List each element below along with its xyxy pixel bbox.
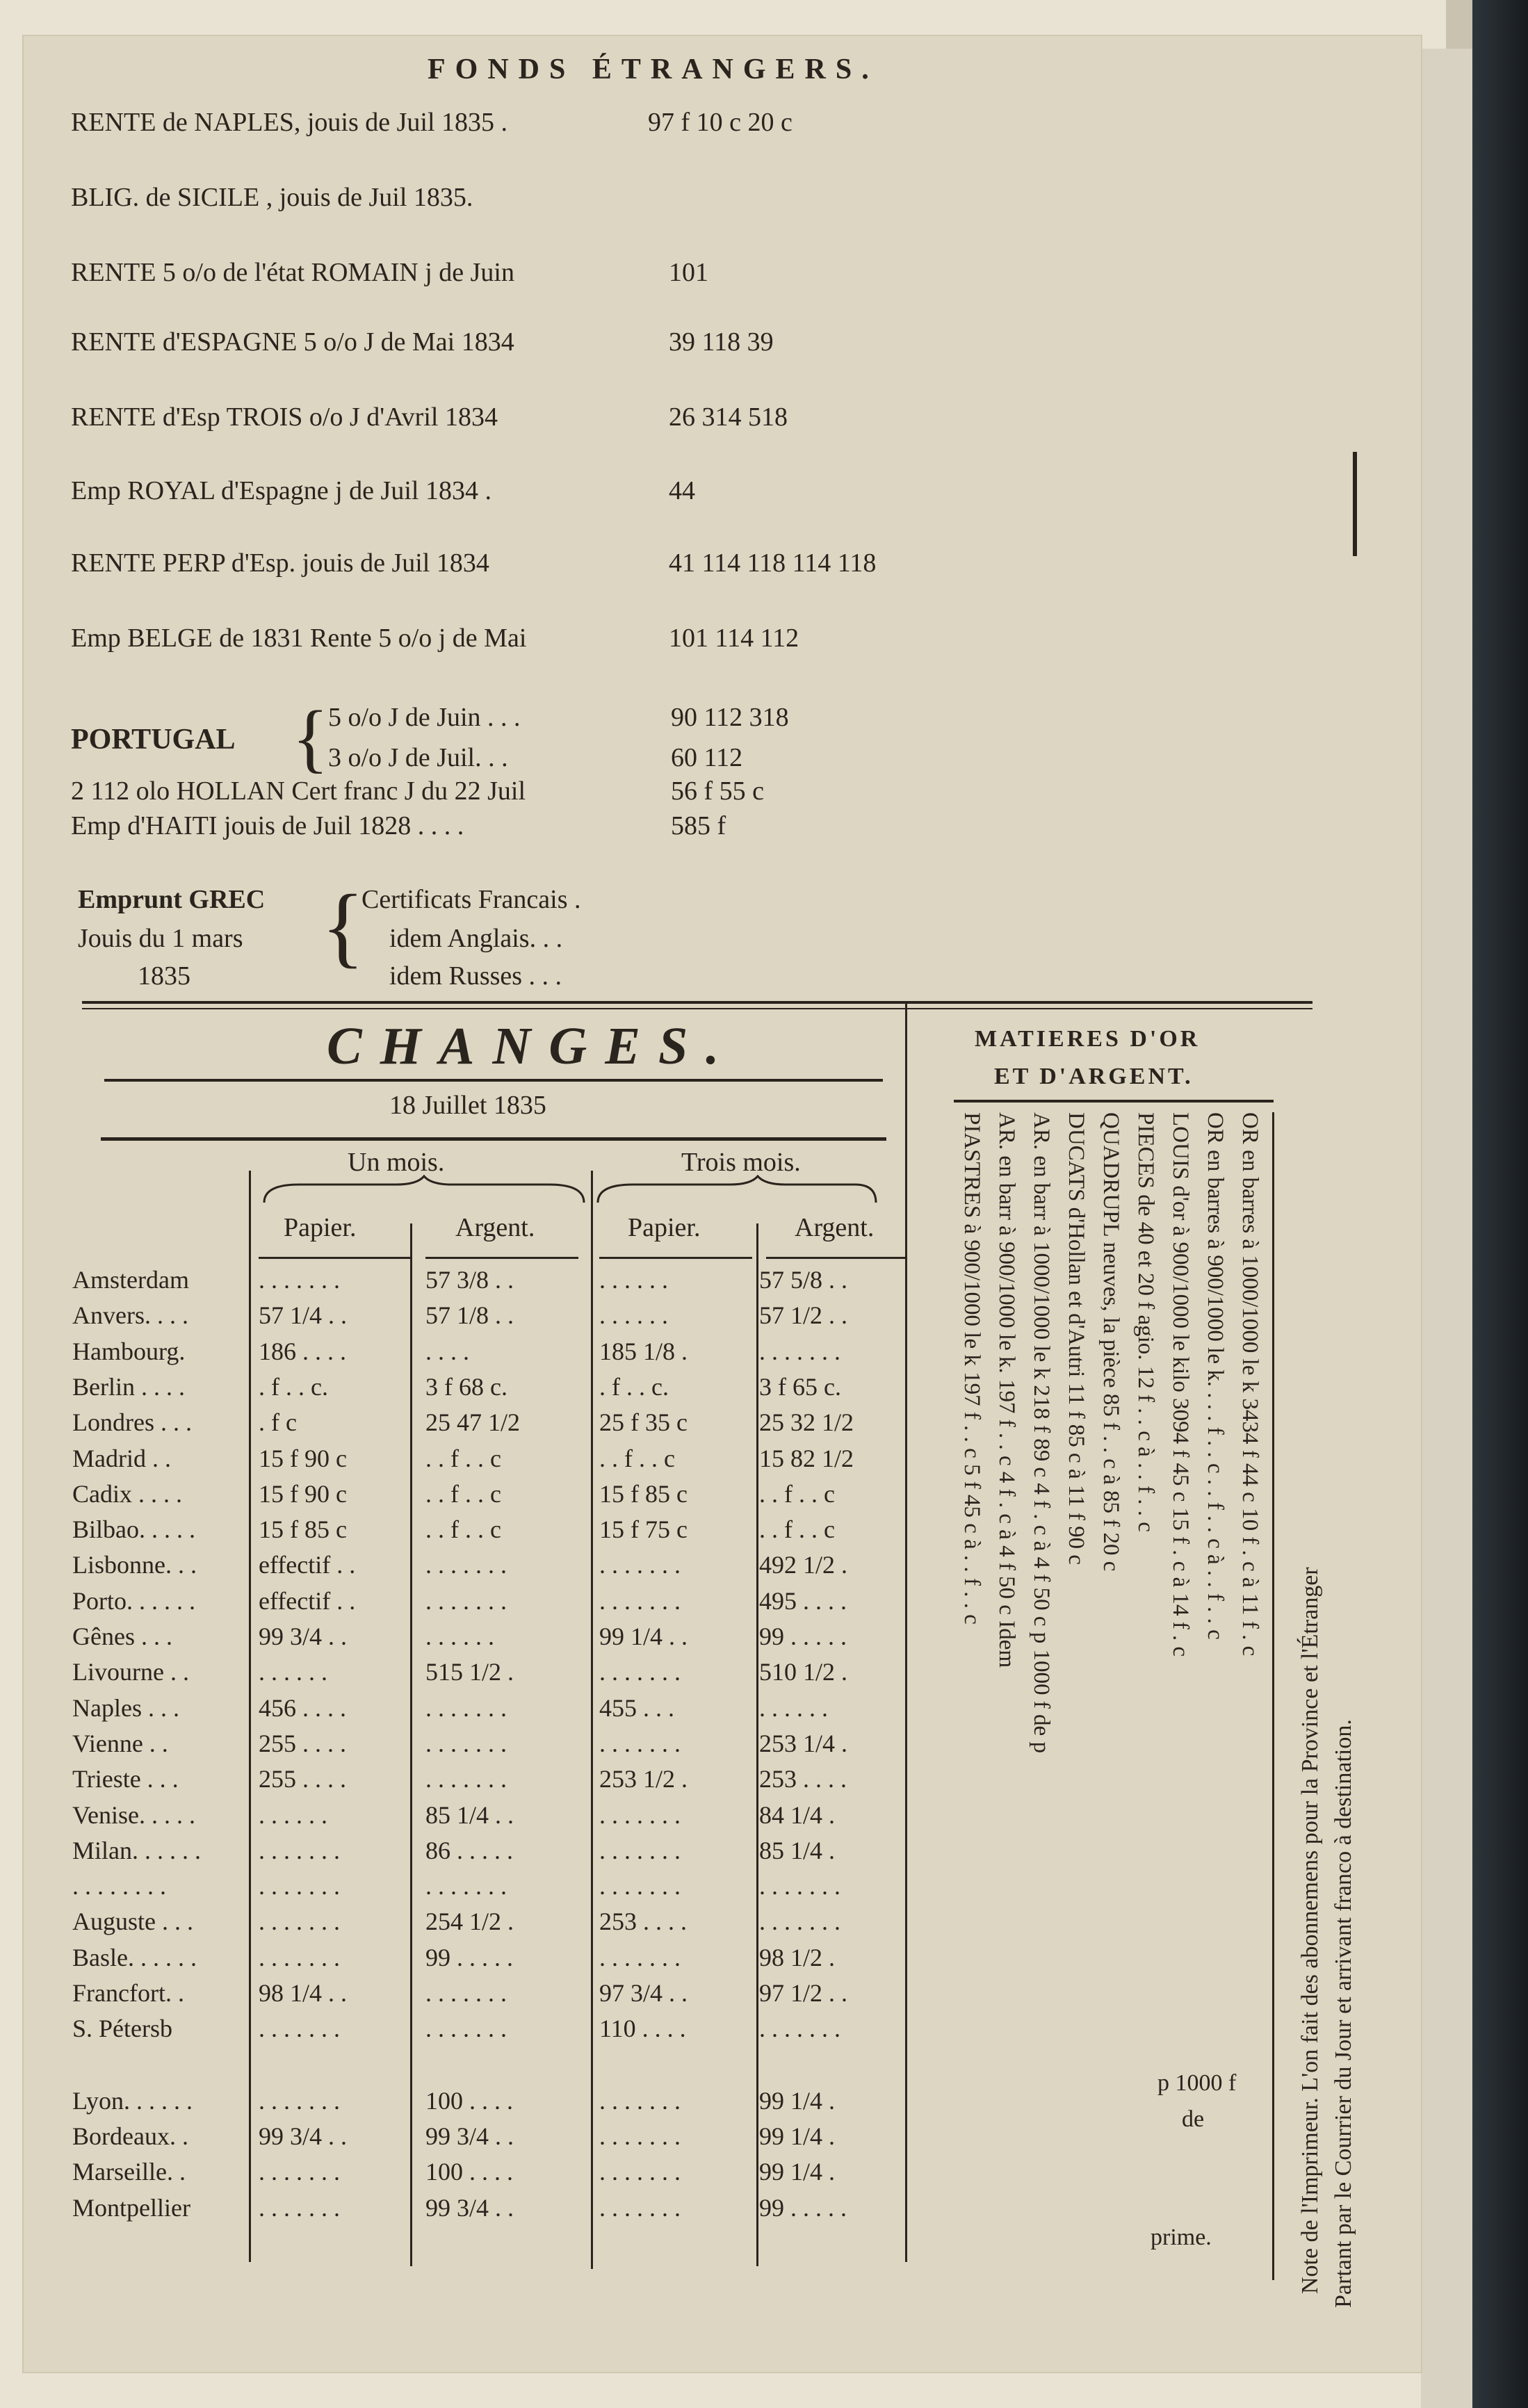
changes-row-3-col-2: . . . . xyxy=(425,1337,469,1365)
changes-row-15-col-2: . . . . . . . xyxy=(425,1765,507,1793)
matieres-line-8-wrap xyxy=(991,1112,1023,2266)
matieres-line-3: LOUIS d'or à 900/1000 le kilo 3094 f 45 c 15 f . c à 14 f . c xyxy=(1168,1112,1193,1657)
changes-row-5-col-1: . f c xyxy=(259,1408,297,1437)
fonds-line-7-label: RENTE PERP d'Esp. jouis de Juil 1834 xyxy=(71,548,489,578)
haiti-value: 585 f xyxy=(671,811,726,840)
changes-row-26-col-1: . . . . . . . xyxy=(259,2193,340,2222)
changes-row-4-city: Berlin . . . . xyxy=(72,1372,185,1401)
fonds-line-8-value: 101 114 112 xyxy=(669,624,799,653)
changes-row-23-col-4: 99 1/4 . xyxy=(759,2086,836,2115)
changes-row-7-city: Cadix . . . . xyxy=(72,1479,182,1508)
group-un-mois: Un mois. xyxy=(348,1148,445,1177)
matieres-title-2: ET D'ARGENT. xyxy=(994,1064,1194,1089)
changes-row-20-col-4: 98 1/2 . xyxy=(759,1943,836,1971)
fonds-line-1-value: 97 f 10 c 20 c xyxy=(648,108,793,137)
changes-row-26-city: Montpellier xyxy=(72,2193,190,2222)
changes-row-8-col-4: . . f . . c xyxy=(759,1515,835,1544)
matieres-title-rule xyxy=(954,1100,1274,1103)
changes-row-6-col-2: . . f . . c xyxy=(425,1444,501,1472)
changes-row-9-city: Lisbonne. . . xyxy=(72,1551,197,1579)
ink-mark xyxy=(1353,452,1357,556)
changes-row-16-col-1: . . . . . . xyxy=(259,1800,327,1829)
changes-row-12-col-4: 510 1/2 . xyxy=(759,1658,848,1686)
changes-row-13-city: Naples . . . xyxy=(72,1693,179,1722)
changes-row-14-col-1: 255 . . . . xyxy=(259,1729,346,1757)
changes-row-23-city: Lyon. . . . . . xyxy=(72,2086,193,2115)
changes-row-6-col-3: . . f . . c xyxy=(599,1444,675,1472)
changes-row-20-city: Basle. . . . . . xyxy=(72,1943,197,1971)
changes-row-6-col-1: 15 f 90 c xyxy=(259,1444,347,1472)
changes-row-1-col-3: . . . . . . xyxy=(599,1266,668,1294)
changes-row-10-col-2: . . . . . . . xyxy=(425,1586,507,1615)
changes-row-12-col-1: . . . . . . xyxy=(259,1658,327,1686)
changes-row-16-col-3: . . . . . . . xyxy=(599,1800,681,1829)
changes-row-8-city: Bilbao. . . . . xyxy=(72,1515,195,1544)
changes-row-2-col-4: 57 1/2 . . xyxy=(759,1301,848,1330)
changes-row-11-col-1: 99 3/4 . . xyxy=(259,1622,348,1650)
changes-row-15-col-1: 255 . . . . xyxy=(259,1765,346,1793)
fonds-line-5-label: RENTE d'Esp TROIS o/o J d'Avril 1834 xyxy=(71,402,498,432)
changes-row-25-col-1: . . . . . . . xyxy=(259,2158,340,2186)
changes-row-25-col-3: . . . . . . . xyxy=(599,2158,681,2186)
changes-row-22-col-1: . . . . . . . xyxy=(259,2015,340,2043)
changes-title-rule xyxy=(104,1079,883,1082)
changes-row-21-col-2: . . . . . . . xyxy=(425,1979,507,2007)
changes-row-18-col-1: . . . . . . . xyxy=(259,1872,340,1901)
col-papier-2: Papier. xyxy=(628,1213,701,1242)
changes-row-17-col-3: . . . . . . . xyxy=(599,1836,681,1864)
changes-row-16-col-4: 84 1/4 . xyxy=(759,1800,836,1829)
changes-row-11-col-3: 99 1/4 . . xyxy=(599,1622,688,1650)
changes-row-17-col-1: . . . . . . . xyxy=(259,1836,340,1864)
grec-right-1: Certificats Francais . xyxy=(361,885,581,914)
changes-row-7-col-3: 15 f 85 c xyxy=(599,1479,688,1508)
changes-row-5-city: Londres . . . xyxy=(72,1408,192,1437)
matieres-line-1-wrap xyxy=(1235,1112,1267,2266)
changes-row-21-city: Francfort. . xyxy=(72,1979,184,2007)
matieres-line-6-wrap xyxy=(1061,1112,1093,2266)
portugal-row-1-value: 90 112 318 xyxy=(671,703,789,732)
fonds-line-3-value: 101 xyxy=(669,258,708,287)
changes-row-25-col-4: 99 1/4 . xyxy=(759,2158,836,2186)
matieres-line-6: DUCATS d'Hollan et d'Autri 11 f 85 c à 11 f 90 c xyxy=(1064,1112,1089,1565)
fonds-line-2-label: BLIG. de SICILE , jouis de Juil 1835. xyxy=(71,183,473,212)
grec-left-2: Jouis du 1 mars xyxy=(78,924,243,953)
fonds-line-4-label: RENTE d'ESPAGNE 5 o/o J de Mai 1834 xyxy=(71,327,514,357)
grec-right-2: idem Anglais. . . xyxy=(389,924,563,953)
changes-row-2-city: Anvers. . . . xyxy=(72,1301,188,1330)
fonds-line-7-value: 41 114 118 114 118 xyxy=(669,548,877,578)
changes-row-6-col-4: 15 82 1/2 xyxy=(759,1444,854,1472)
matieres-line-7-wrap xyxy=(1026,1112,1058,2266)
changes-row-26-col-3: . . . . . . . xyxy=(599,2193,681,2222)
changes-row-14-col-2: . . . . . . . xyxy=(425,1729,507,1757)
portugal-label: PORTUGAL xyxy=(71,724,236,756)
changes-row-15-col-3: 253 1/2 . xyxy=(599,1765,688,1793)
vrule-1 xyxy=(249,1171,251,2262)
side-note-1: Note de l'Imprimeur. L'on fait des abonnemens pour la Province et l'Étranger xyxy=(1297,1567,1323,2294)
matieres-line-5-wrap xyxy=(1096,1112,1128,2266)
changes-row-19-city: Auguste . . . xyxy=(72,1907,193,1936)
matieres-line-7: AR. en barr à 1000/1000 le k 218 f 89 c 4 f . c à 4 f 50 c p 1000 f de p xyxy=(1029,1112,1054,1753)
fonds-line-3-label: RENTE 5 o/o de l'état ROMAIN j de Juin xyxy=(71,258,514,287)
col-rule-4 xyxy=(766,1257,905,1259)
changes-row-7-col-1: 15 f 90 c xyxy=(259,1479,347,1508)
fonds-line-5-value: 26 314 518 xyxy=(669,402,788,432)
changes-row-11-city: Gênes . . . xyxy=(72,1622,172,1650)
col-papier-1: Papier. xyxy=(284,1213,357,1242)
changes-row-26-col-4: 99 . . . . . xyxy=(759,2193,847,2222)
changes-row-19-col-1: . . . . . . . xyxy=(259,1907,340,1936)
changes-row-3-col-3: 185 1/8 . xyxy=(599,1337,688,1365)
changes-row-3-col-1: 186 . . . . xyxy=(259,1337,346,1365)
portugal-row-2-value: 60 112 xyxy=(671,743,743,772)
hollan-value: 56 f 55 c xyxy=(671,776,765,806)
changes-row-9-col-2: . . . . . . . xyxy=(425,1551,507,1579)
changes-row-4-col-4: 3 f 65 c. xyxy=(759,1372,841,1401)
changes-row-21-col-1: 98 1/4 . . xyxy=(259,1979,348,2007)
fonds-line-8-label: Emp BELGE de 1831 Rente 5 o/o j de Mai xyxy=(71,624,527,653)
grec-left-1: Emprunt GREC xyxy=(78,885,266,914)
changes-row-18-col-2: . . . . . . . xyxy=(425,1872,507,1901)
matieres-line-9-wrap xyxy=(957,1112,989,2266)
changes-row-22-col-4: . . . . . . . xyxy=(759,2015,840,2043)
changes-row-15-city: Trieste . . . xyxy=(72,1765,179,1793)
changes-row-1-col-4: 57 5/8 . . xyxy=(759,1266,848,1294)
changes-row-10-city: Porto. . . . . . xyxy=(72,1586,196,1615)
changes-row-1-col-2: 57 3/8 . . xyxy=(425,1266,514,1294)
changes-row-7-col-4: . . f . . c xyxy=(759,1479,835,1508)
changes-row-13-col-2: . . . . . . . xyxy=(425,1693,507,1722)
side-note-2: Partant par le Courrier du Jour et arrivant franco à destination. xyxy=(1331,1719,1356,2308)
matieres-note-2: de xyxy=(1182,2106,1205,2132)
changes-row-21-col-3: 97 3/4 . . xyxy=(599,1979,688,2007)
changes-row-10-col-4: 495 . . . . xyxy=(759,1586,847,1615)
changes-row-14-col-4: 253 1/4 . xyxy=(759,1729,848,1757)
matieres-line-5: QUADRUPL neuves, la pièce 85 f . . c à 85 f 20 c xyxy=(1098,1112,1123,1572)
changes-row-26-col-2: 99 3/4 . . xyxy=(425,2193,514,2222)
group-trois-mois: Trois mois. xyxy=(681,1148,801,1177)
changes-row-1-city: Amsterdam xyxy=(72,1266,189,1294)
fonds-line-6-value: 44 xyxy=(669,476,695,505)
changes-row-16-col-2: 85 1/4 . . xyxy=(425,1800,514,1829)
changes-row-13-col-4: . . . . . . xyxy=(759,1693,828,1722)
changes-row-24-col-3: . . . . . . . xyxy=(599,2122,681,2150)
portugal-row-1-label: 5 o/o J de Juin . . . xyxy=(328,703,521,732)
changes-row-8-col-1: 15 f 85 c xyxy=(259,1515,347,1544)
changes-row-16-city: Venise. . . . . xyxy=(72,1800,195,1829)
changes-row-17-col-4: 85 1/4 . xyxy=(759,1836,836,1864)
changes-row-24-city: Bordeaux. . xyxy=(72,2122,188,2150)
changes-row-24-col-2: 99 3/4 . . xyxy=(425,2122,514,2150)
col-argent-1: Argent. xyxy=(455,1213,535,1242)
matieres-title-1: MATIERES D'OR xyxy=(975,1026,1201,1052)
changes-row-17-city: Milan. . . . . . xyxy=(72,1836,201,1864)
haiti-label: Emp d'HAITI jouis de Juil 1828 . . . . xyxy=(71,811,464,840)
matieres-left-rule xyxy=(905,1004,907,2262)
hollan-label: 2 112 olo HOLLAN Cert franc J du 22 Juil xyxy=(71,776,526,806)
fonds-line-6-label: Emp ROYAL d'Espagne j de Juil 1834 . xyxy=(71,476,491,505)
changes-row-8-col-2: . . f . . c xyxy=(425,1515,501,1544)
changes-row-5-col-4: 25 32 1/2 xyxy=(759,1408,854,1437)
section-rule-top xyxy=(82,1001,1312,1004)
changes-row-12-col-2: 515 1/2 . xyxy=(425,1658,514,1686)
changes-row-6-city: Madrid . . xyxy=(72,1444,171,1472)
fonds-title: FONDS ÉTRANGERS. xyxy=(428,54,879,86)
vrule-4 xyxy=(756,1223,758,2266)
changes-row-13-col-3: 455 . . . xyxy=(599,1693,674,1722)
changes-row-18-city: . . . . . . . . xyxy=(72,1872,166,1901)
changes-row-1-col-1: . . . . . . . xyxy=(259,1266,340,1294)
changes-date: 18 Juillet 1835 xyxy=(389,1091,546,1120)
changes-row-18-col-3: . . . . . . . xyxy=(599,1872,681,1901)
matieres-right-rule xyxy=(1272,1112,1274,2280)
changes-row-2-col-3: . . . . . . xyxy=(599,1301,668,1330)
changes-row-24-col-1: 99 3/4 . . xyxy=(259,2122,348,2150)
col-rule-3 xyxy=(599,1257,752,1259)
changes-date-rule xyxy=(101,1137,886,1141)
book-cover-edge xyxy=(1472,0,1528,2408)
changes-row-19-col-2: 254 1/2 . xyxy=(425,1907,514,1936)
grec-brace: { xyxy=(321,877,365,977)
changes-row-4-col-1: . f . . c. xyxy=(259,1372,328,1401)
changes-row-9-col-4: 492 1/2 . xyxy=(759,1551,848,1579)
changes-row-4-col-3: . f . . c. xyxy=(599,1372,669,1401)
fonds-line-4-value: 39 118 39 xyxy=(669,327,774,357)
changes-row-13-col-1: 456 . . . . xyxy=(259,1693,346,1722)
col-rule-1 xyxy=(259,1257,412,1259)
changes-row-8-col-3: 15 f 75 c xyxy=(599,1515,688,1544)
changes-row-5-col-3: 25 f 35 c xyxy=(599,1408,688,1437)
changes-row-14-col-3: . . . . . . . xyxy=(599,1729,681,1757)
changes-row-19-col-4: . . . . . . . xyxy=(759,1907,840,1936)
changes-row-10-col-3: . . . . . . . xyxy=(599,1586,681,1615)
fonds-line-1-label: RENTE de NAPLES, jouis de Juil 1835 . xyxy=(71,108,508,137)
changes-row-22-col-3: 110 . . . . xyxy=(599,2015,686,2043)
changes-row-20-col-2: 99 . . . . . xyxy=(425,1943,513,1971)
vrule-2 xyxy=(410,1223,412,2266)
grec-right-3: idem Russes . . . xyxy=(389,961,562,991)
col-argent-2: Argent. xyxy=(795,1213,875,1242)
changes-row-23-col-3: . . . . . . . xyxy=(599,2086,681,2115)
portugal-brace: { xyxy=(292,695,329,780)
changes-row-7-col-2: . . f . . c xyxy=(425,1479,501,1508)
changes-row-25-city: Marseille. . xyxy=(72,2158,186,2186)
changes-row-20-col-1: . . . . . . . xyxy=(259,1943,340,1971)
matieres-note-3: prime. xyxy=(1151,2224,1212,2250)
section-rule-bottom xyxy=(82,1008,1312,1009)
changes-row-14-city: Vienne . . xyxy=(72,1729,168,1757)
changes-row-22-col-2: . . . . . . . xyxy=(425,2015,507,2043)
changes-row-23-col-2: 100 . . . . xyxy=(425,2086,513,2115)
vrule-3 xyxy=(591,1171,593,2269)
col-rule-2 xyxy=(425,1257,578,1259)
changes-row-19-col-3: 253 . . . . xyxy=(599,1907,687,1936)
changes-row-15-col-4: 253 . . . . xyxy=(759,1765,847,1793)
changes-row-22-city: S. Pétersb xyxy=(72,2015,172,2043)
side-note-2-wrap xyxy=(1325,1084,1367,2308)
changes-row-4-col-2: 3 f 68 c. xyxy=(425,1372,507,1401)
changes-title: CHANGES. xyxy=(327,1017,738,1075)
matieres-line-8: AR. en barr à 900/1000 le k. 197 f . . c 4 f . c à 4 f 50 c Idem xyxy=(994,1112,1019,1668)
changes-row-2-col-1: 57 1/4 . . xyxy=(259,1301,348,1330)
changes-row-12-city: Livourne . . xyxy=(72,1658,189,1686)
changes-row-12-col-3: . . . . . . . xyxy=(599,1658,681,1686)
matieres-line-4: PIECES de 40 et 20 f agio. 12 f . . c à . . f . . c xyxy=(1133,1112,1158,1532)
changes-row-20-col-3: . . . . . . . xyxy=(599,1943,681,1971)
changes-row-3-city: Hambourg. xyxy=(72,1337,186,1365)
changes-row-21-col-4: 97 1/2 . . xyxy=(759,1979,848,2007)
changes-row-5-col-2: 25 47 1/2 xyxy=(425,1408,521,1437)
changes-row-11-col-2: . . . . . . xyxy=(425,1622,494,1650)
matieres-line-2: OR en barres à 900/1000 le k. . . . f . . c . . f . . c à . . f . . c xyxy=(1203,1112,1228,1640)
matieres-line-1: OR en barres à 1000/1000 le k 3434 f 44 c 10 f . c à 11 f . c xyxy=(1237,1112,1262,1657)
changes-row-2-col-2: 57 1/8 . . xyxy=(425,1301,514,1330)
changes-row-23-col-1: . . . . . . . xyxy=(259,2086,340,2115)
changes-row-9-col-1: effectif . . xyxy=(259,1551,356,1579)
changes-row-9-col-3: . . . . . . . xyxy=(599,1551,681,1579)
changes-row-10-col-1: effectif . . xyxy=(259,1586,356,1615)
group-braces xyxy=(257,1175,883,1210)
changes-row-25-col-2: 100 . . . . xyxy=(425,2158,513,2186)
changes-row-11-col-4: 99 . . . . . xyxy=(759,1622,847,1650)
matieres-note-1: p 1000 f xyxy=(1157,2070,1237,2096)
changes-row-18-col-4: . . . . . . . xyxy=(759,1872,840,1901)
changes-row-24-col-4: 99 1/4 . xyxy=(759,2122,836,2150)
portugal-row-2-label: 3 o/o J de Juil. . . xyxy=(328,743,508,772)
changes-row-3-col-4: . . . . . . . xyxy=(759,1337,840,1365)
changes-row-17-col-2: 86 . . . . . xyxy=(425,1836,513,1864)
matieres-line-9: PIASTRES à 900/1000 le k 197 f . . c 5 f 45 c à . . f . . c xyxy=(959,1112,984,1625)
grec-left-3: 1835 xyxy=(138,961,190,991)
